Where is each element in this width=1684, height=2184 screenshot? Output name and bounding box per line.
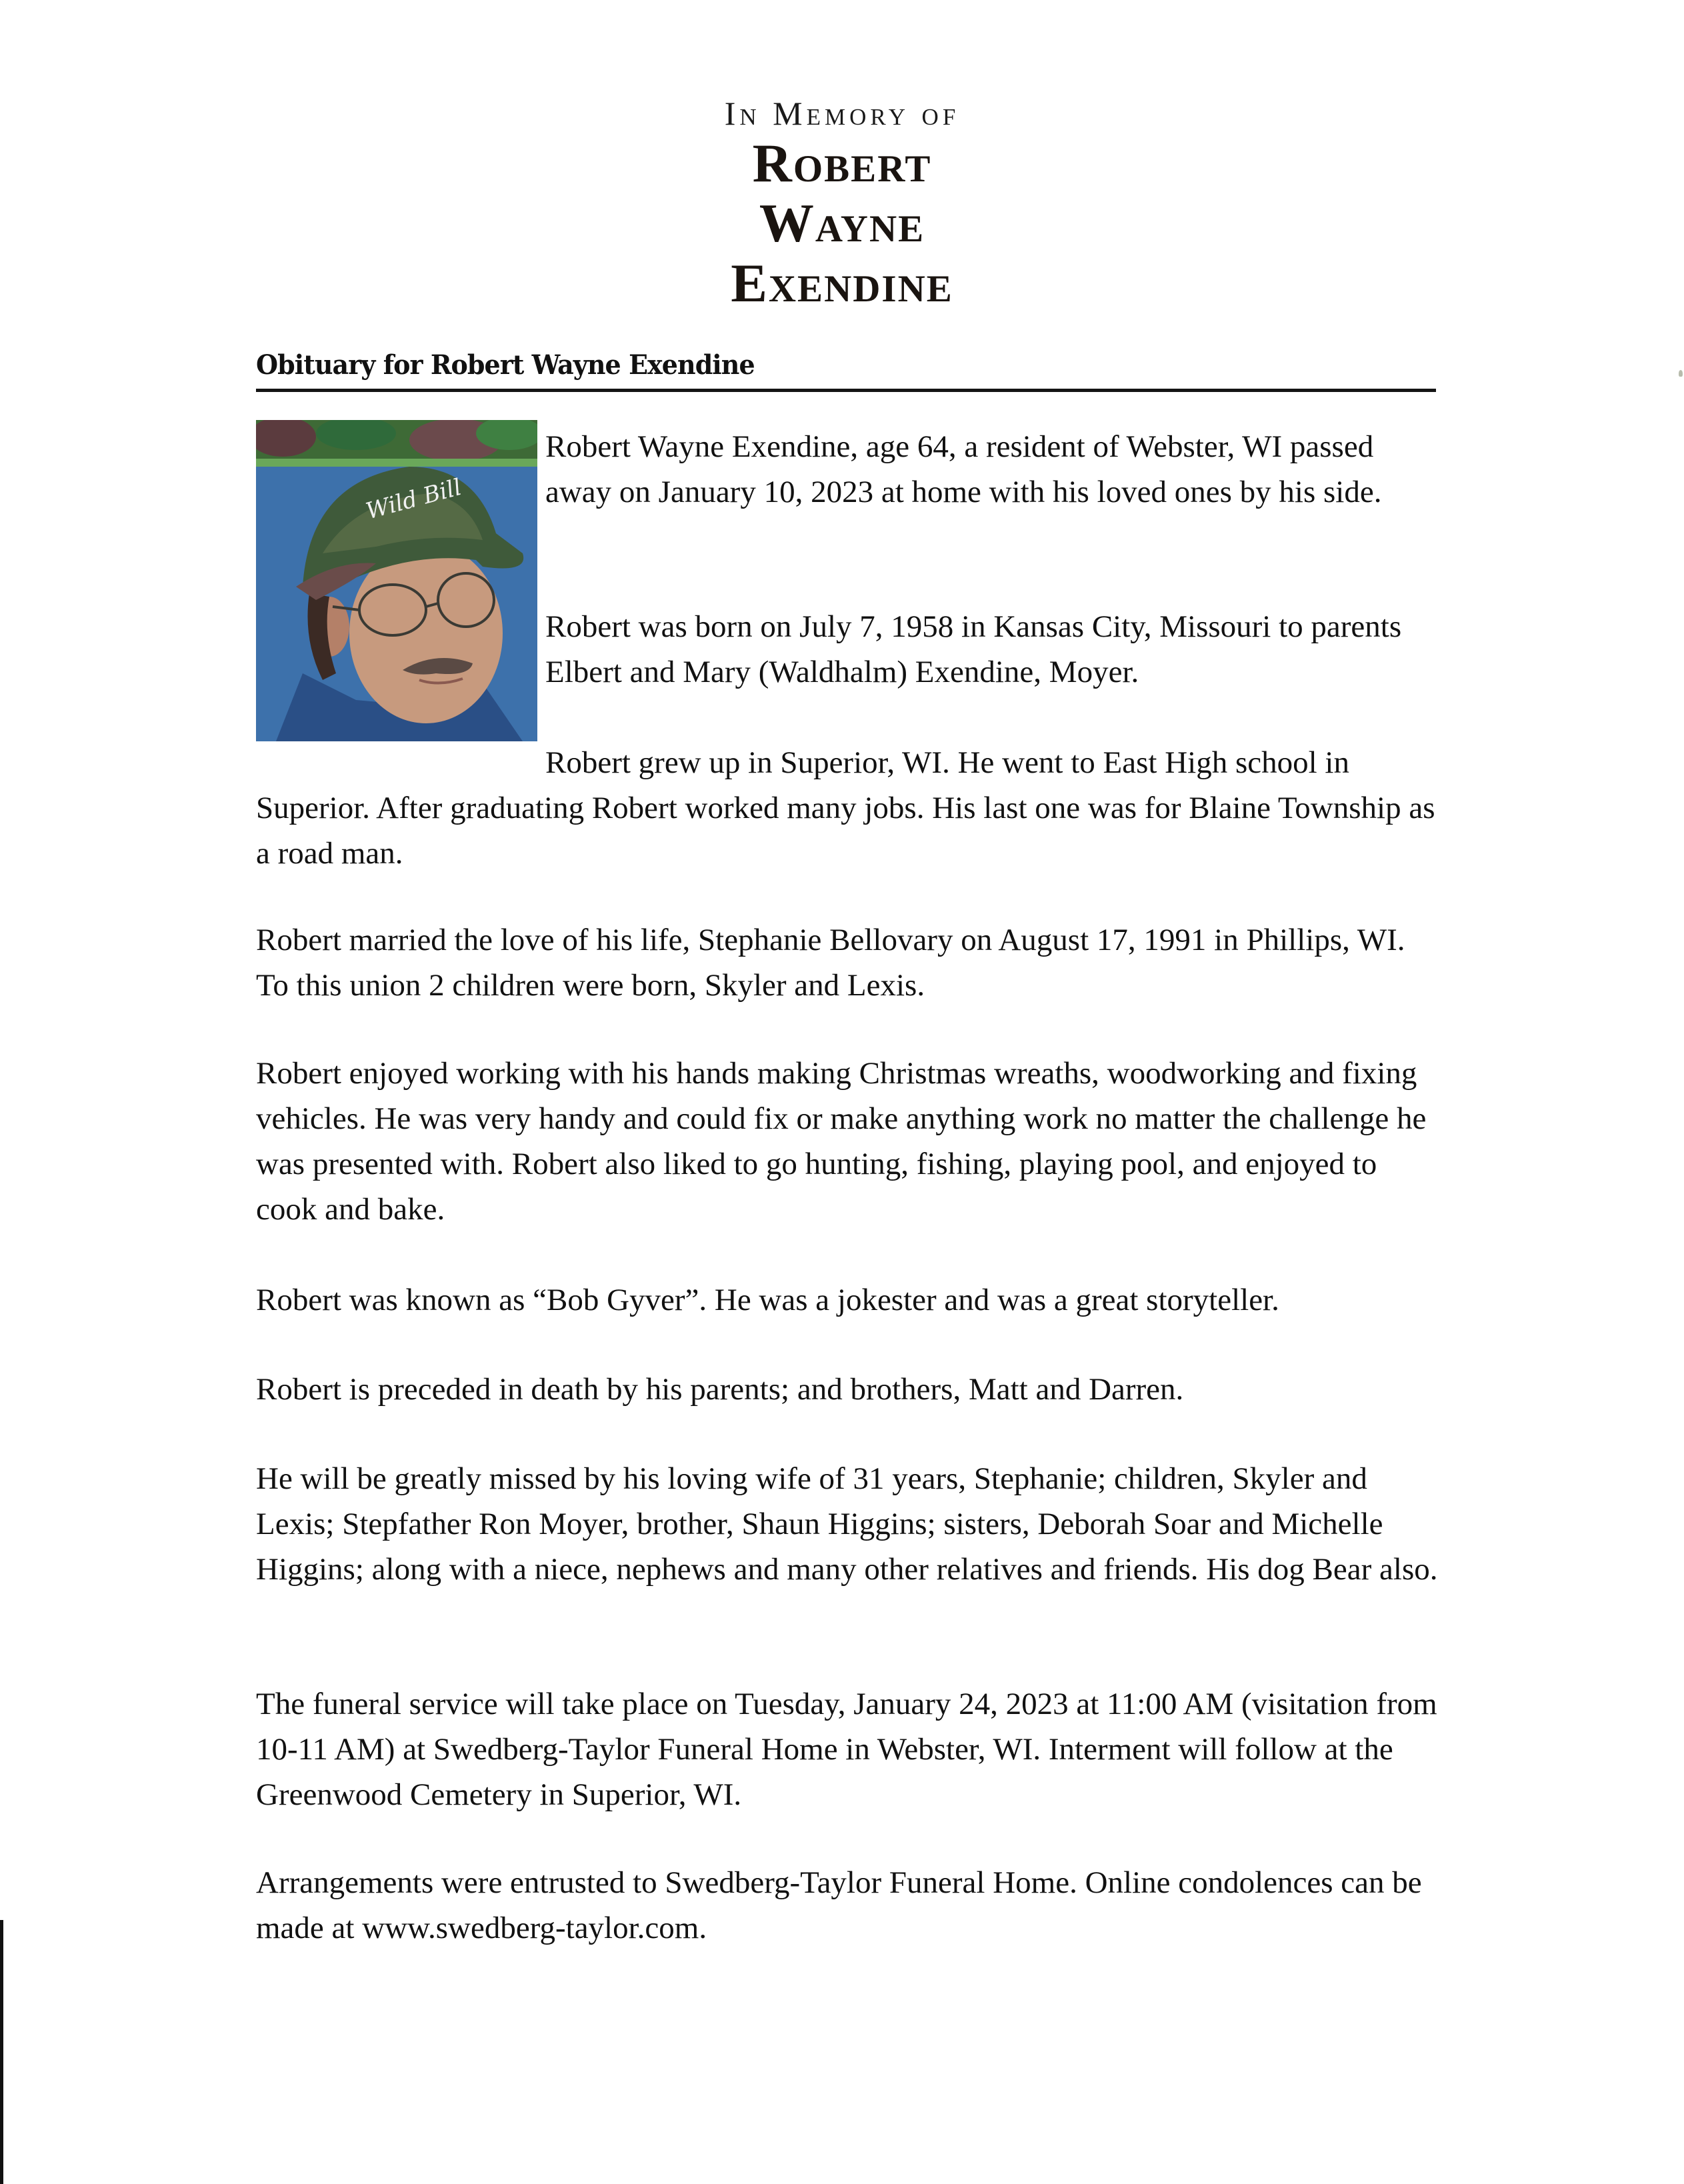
obituary-paragraph-9: The funeral service will take place on Tuesday, January 24, 2023 at 11:00 AM (visitation from 10-11 AM) at Swedberg-Taylor Funeral Home in Webster, WI. Interment will follow at the Greenwood Cemetery in Superior, WI. xyxy=(256,1687,1437,1812)
obituary-paragraph-8: He will be greatly missed by his loving wife of 31 years, Stephanie; children, Skyler and Lexis; Stepfather Ron Moyer, brother, Shaun Higgins; sisters, Deborah Soar and Michelle Higgins; along with a niece, nephews and many other relatives and friends. His dog Bear also. xyxy=(256,1461,1438,1587)
memorial-header xyxy=(0,93,1684,313)
name-first: Robert xyxy=(752,133,932,193)
obituary-heading: Obituary for Robert Wayne Exendine xyxy=(256,349,755,381)
obituary-paragraph-7: Robert is preceded in death by his parents; and brothers, Matt and Darren. xyxy=(256,1372,1184,1407)
portrait-photo xyxy=(256,420,537,741)
obituary-paragraph-10: Arrangements were entrusted to Swedberg-Taylor Funeral Home. Online condolences can be made at www.swedberg-taylor.com. xyxy=(256,1865,1422,1945)
obituary-paragraph-3: Robert grew up in Superior, WI. He went to East High school in Superior. After graduating Robert worked many jobs. His last one was for Blaine Township as a road man. xyxy=(256,745,1435,871)
obituary-paragraph-1: Robert Wayne Exendine, age 64, a resident of Webster, WI passed away on January 10, 2023 at home with his loved ones by his side. xyxy=(545,429,1382,509)
scan-speck xyxy=(1679,370,1683,377)
in-memory-of-label: In Memory of xyxy=(724,95,960,132)
obituary-paragraph-2: Robert was born on July 7, 1958 in Kansas City, Missouri to parents Elbert and Mary (Waldhalm) Exendine, Moyer. xyxy=(545,609,1402,689)
portrait-image xyxy=(256,420,537,741)
name-middle: Wayne xyxy=(759,193,925,253)
heading-divider xyxy=(256,389,1436,392)
obituary-paragraph-4: Robert married the love of his life, Stephanie Bellovary on August 17, 1991 in Phillips, WI. To this union 2 children were born, Skyler and Lexis. xyxy=(256,923,1405,1003)
scan-edge-shadow xyxy=(0,1920,3,2184)
cap-logo-text: Wild Bill xyxy=(363,473,465,525)
obituary-paragraph-5: Robert enjoyed working with his hands making Christmas wreaths, woodworking and fixing vehicles. He was very handy and could fix or make anything work no matter the challenge he was presented with. Robert also liked to go hunting, fishing, playing pool, and enjoyed to cook and bake. xyxy=(256,1056,1427,1227)
obituary-paragraph-6: Robert was known as “Bob Gyver”. He was a jokester and was a great storyteller. xyxy=(256,1283,1279,1317)
name-last: Exendine xyxy=(731,253,953,313)
